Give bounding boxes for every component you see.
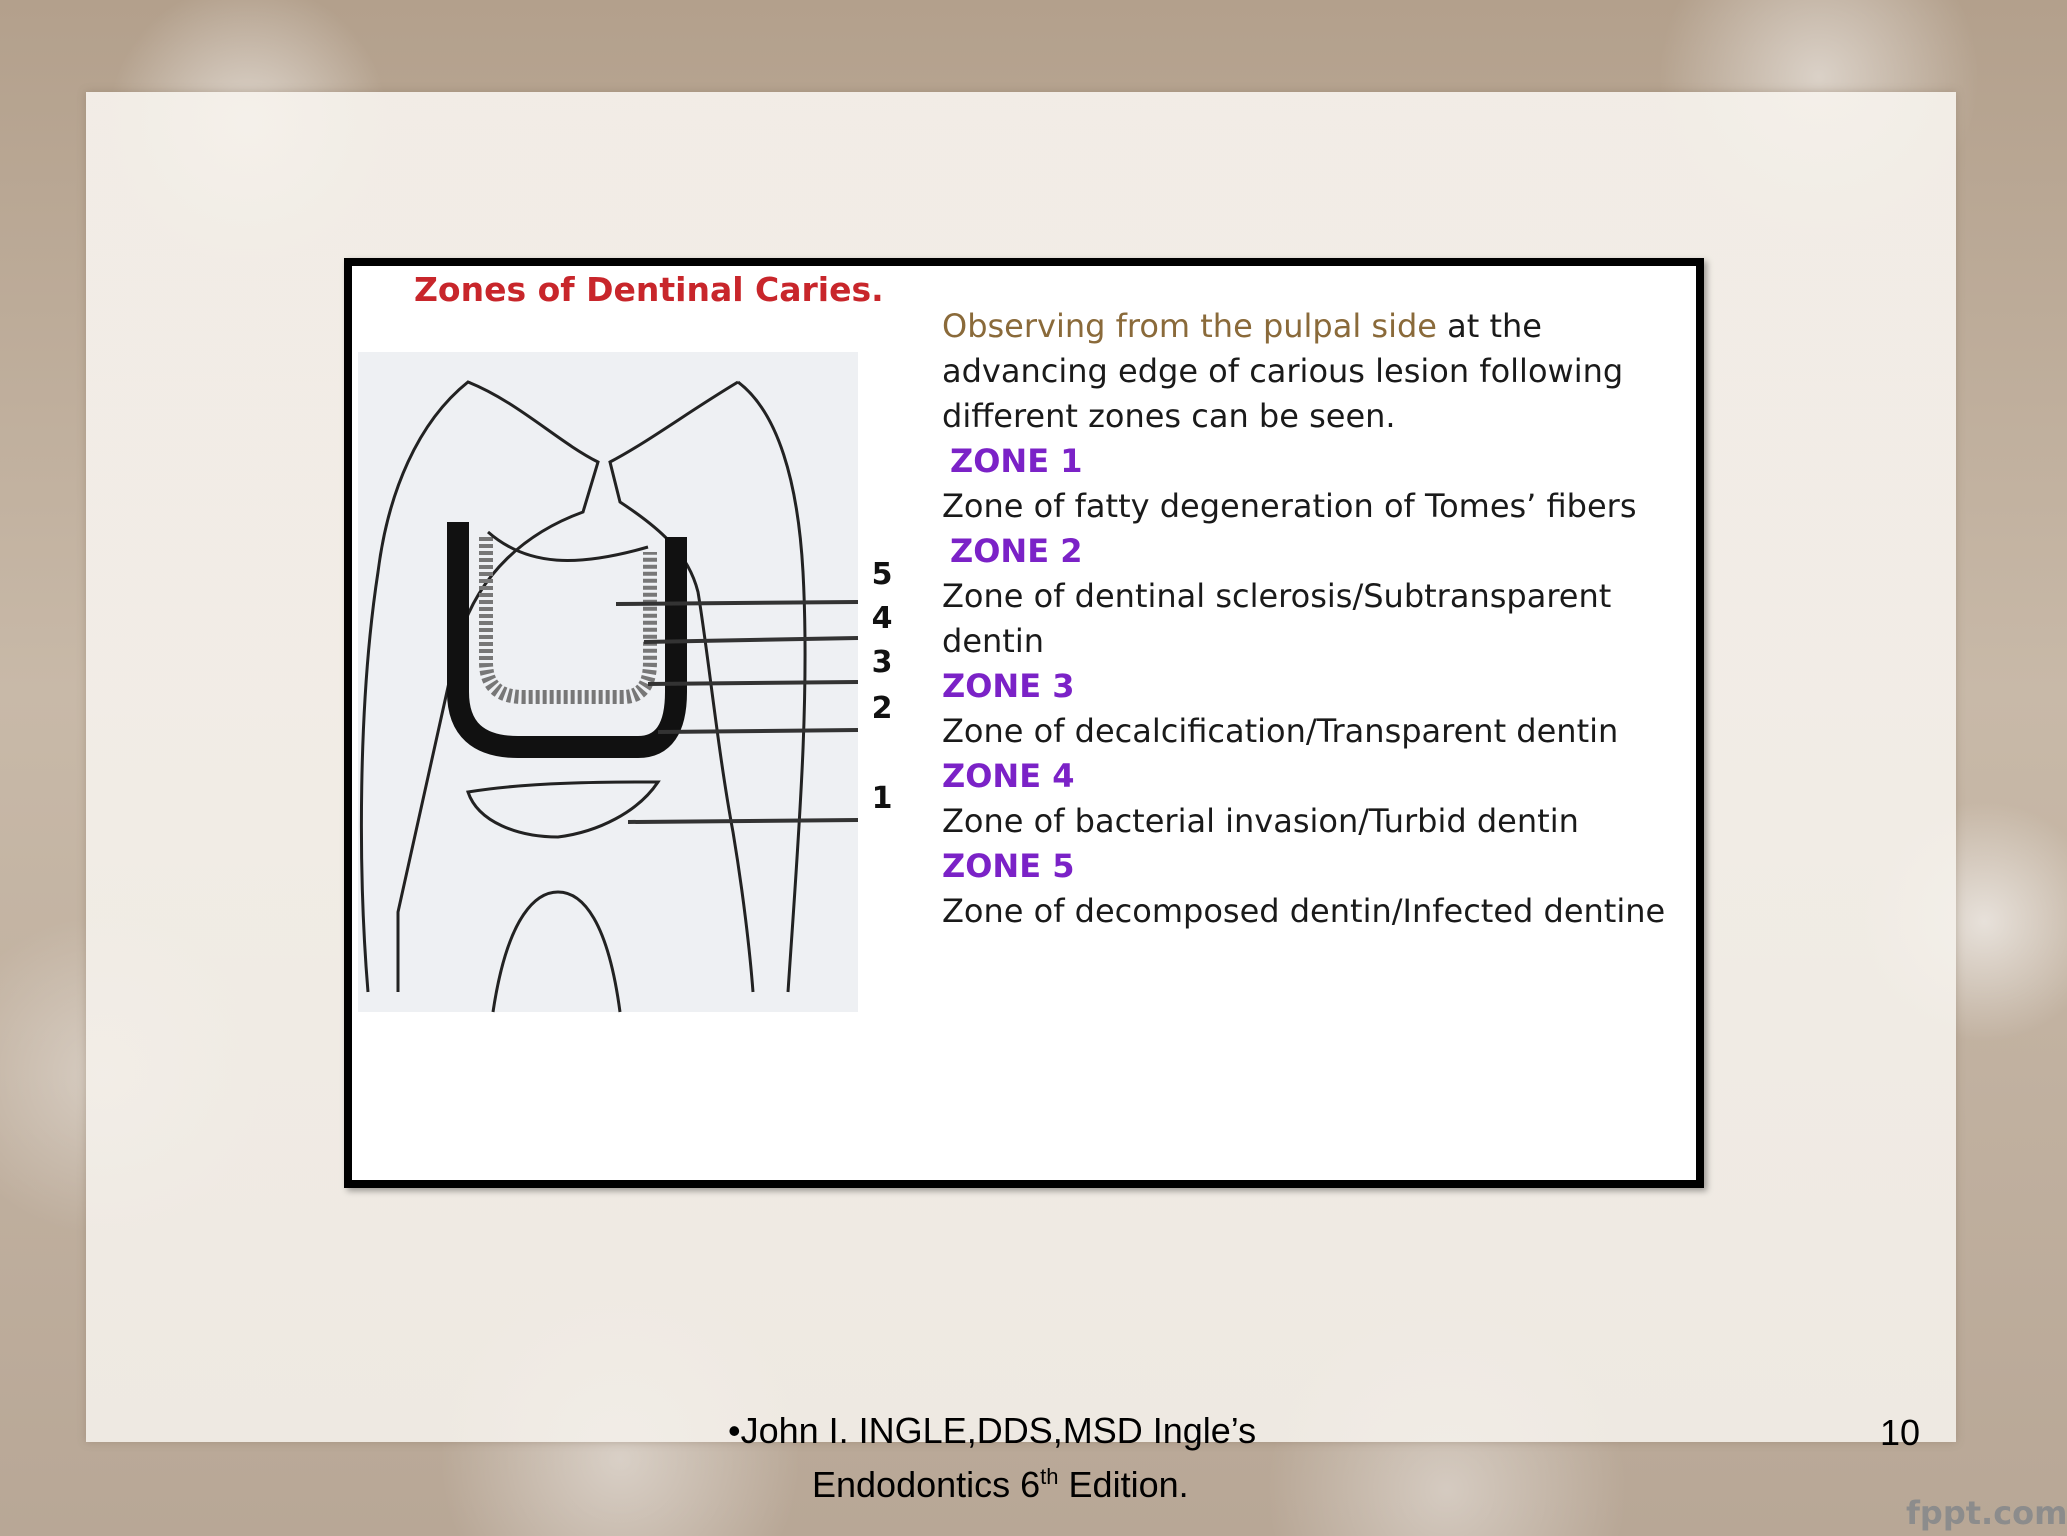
leader-line-5 xyxy=(616,602,858,604)
intro-rest: at the advancing edge of carious lesion following different zones can be seen. xyxy=(942,307,1624,435)
citation xyxy=(728,1408,1348,1508)
citation-line-1: •John I. INGLE,DDS,MSD Ingle’s xyxy=(728,1410,1257,1451)
page-number: 10 xyxy=(1880,1412,1921,1453)
leader-line-2 xyxy=(658,730,858,732)
zone-number-label: 3 xyxy=(871,645,893,680)
zone-5-description: Zone of decomposed dentin/Infected dentine xyxy=(942,892,1666,930)
zone-2-heading: ZONE 2 xyxy=(950,532,1083,570)
zone-2-description: Zone of dentinal sclerosis/Subtransparent dentin xyxy=(942,577,1612,660)
leader-line-1 xyxy=(628,820,858,822)
zone-1-heading: ZONE 1 xyxy=(950,442,1083,480)
pulp-root-canal xyxy=(493,892,620,1012)
zone-number-label: 1 xyxy=(871,781,893,816)
zone-1-description: Zone of fatty degeneration of Tomes’ fibers xyxy=(942,487,1637,525)
zone-number-labels xyxy=(852,546,912,846)
zone-5-cavity xyxy=(488,532,648,561)
citation-line-2 xyxy=(728,1454,1348,1508)
brand-watermark: fppt.com xyxy=(1906,1494,2067,1532)
zone-4-description: Zone of bacterial invasion/Turbid dentin xyxy=(942,802,1579,840)
zone-3-description: Zone of decalcification/Transparent dentin xyxy=(942,712,1619,750)
zone-number-label: 5 xyxy=(871,557,893,592)
zone-4-heading: ZONE 4 xyxy=(942,757,1075,795)
zone-2-band xyxy=(458,522,676,747)
zone-descriptions xyxy=(942,304,1682,934)
intro-text xyxy=(942,304,1682,439)
citation-superscript: th xyxy=(1040,1464,1059,1489)
leader-line-3 xyxy=(648,682,858,684)
figure-frame xyxy=(344,258,1704,1188)
tooth-outline-left xyxy=(361,382,598,992)
zone-number-label: 2 xyxy=(871,691,893,726)
citation-line-2-prefix: Endodontics 6 xyxy=(812,1464,1041,1505)
pulp-chamber xyxy=(468,782,658,837)
citation-line-2-suffix: Edition. xyxy=(1058,1464,1189,1505)
zone-5-heading: ZONE 5 xyxy=(942,847,1075,885)
tooth-diagram xyxy=(358,352,858,1012)
figure-title: Zones of Dentinal Caries. xyxy=(414,270,884,309)
zone-3-heading: ZONE 3 xyxy=(942,667,1075,705)
intro-highlight: Observing from the pulpal side xyxy=(942,307,1437,345)
zone-number-label: 4 xyxy=(871,601,893,636)
